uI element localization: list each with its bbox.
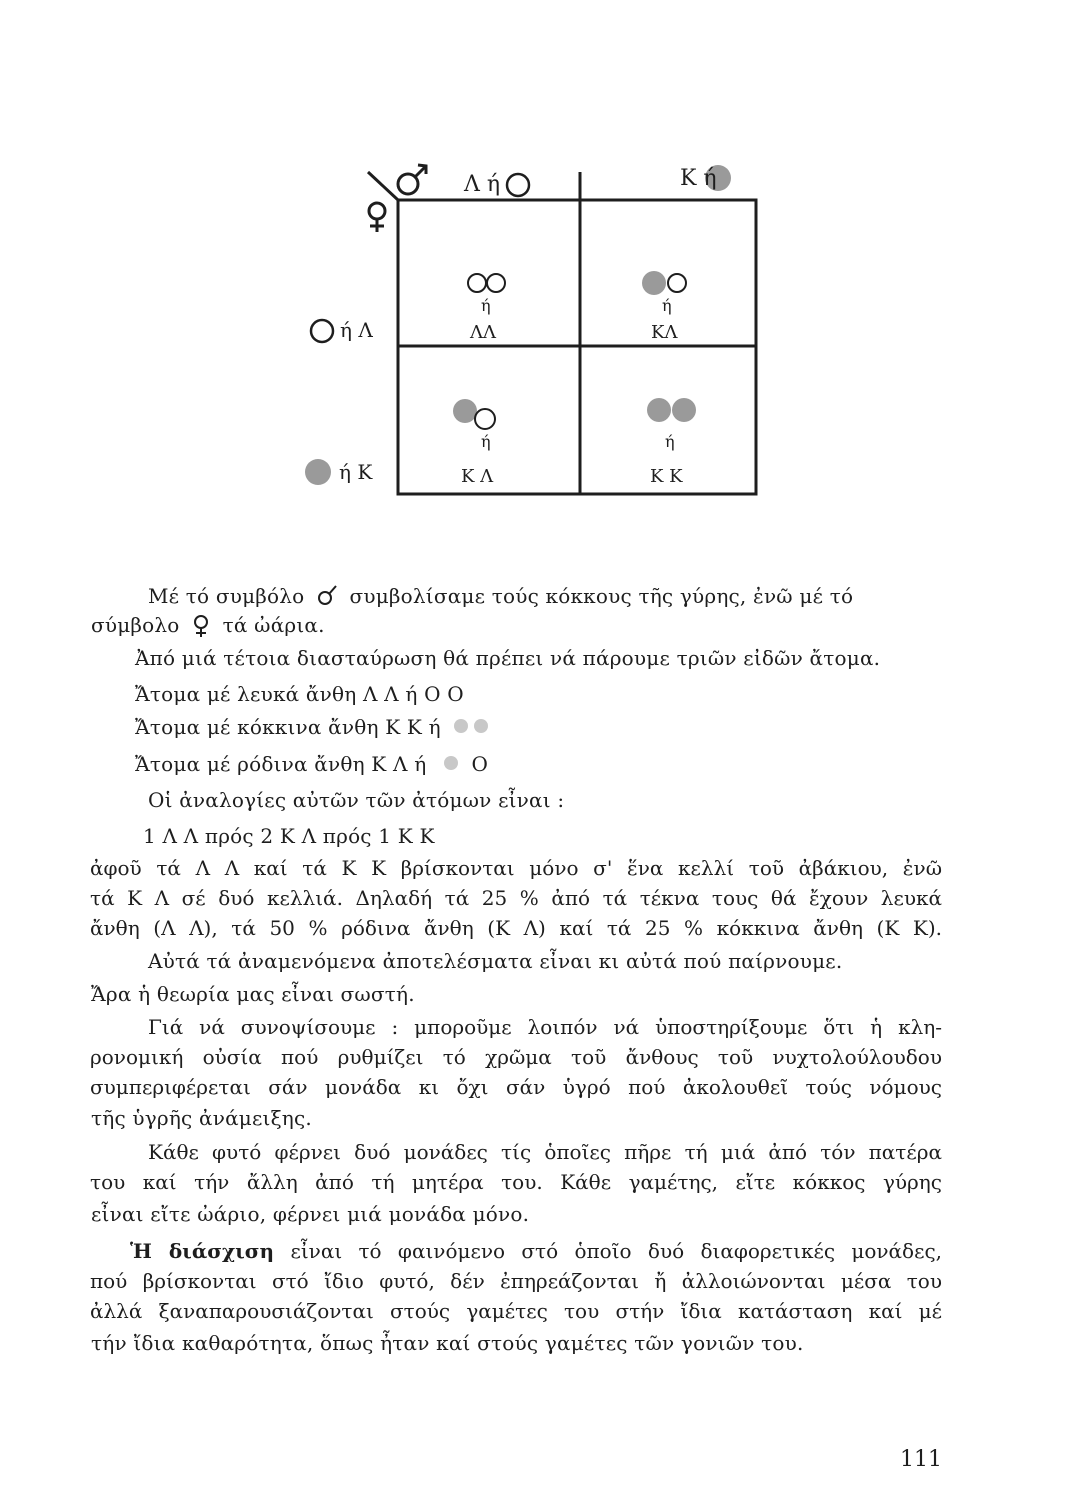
header-white-label: Λ ή xyxy=(464,172,501,197)
red-gamete-icon xyxy=(305,459,331,485)
text-line: τήν ἴδια καθαρότητα, ὅπως ἦταν καί στούς γαμέτες τῶν γονιῶν του. xyxy=(91,1331,804,1355)
page-number: 111 xyxy=(900,1447,942,1472)
punnett-square-diagram xyxy=(0,0,1074,520)
cell-genotype: Κ Κ xyxy=(650,466,683,487)
red-gamete-icon xyxy=(453,399,477,423)
cell-or-text: ή xyxy=(481,296,491,315)
text-line: Οἱ ἀναλογίες αὐτῶν τῶν ἀτόμων εἶναι : xyxy=(148,788,565,812)
text-line: Ἄτομα μέ κόκκινα ἄνθη Κ Κ ή xyxy=(135,716,495,737)
white-gamete-icon xyxy=(487,274,505,292)
text-line: Μέ τό συμβόλο συμβολίσαμε τούς κόκκους τῆς γύρης, ἐνῶ μέ τό xyxy=(148,584,854,608)
cell-genotype: Κ Λ xyxy=(461,466,494,487)
red-gamete-icon xyxy=(642,271,666,295)
white-gamete-icon xyxy=(468,274,486,292)
row-white-label: ή Λ xyxy=(340,318,373,342)
text-line: τῆς ὑγρῆς ἀνάμειξης. xyxy=(91,1106,312,1130)
text-line: Ἄτομα μέ ρόδινα ἄνθη Κ Λ ή Ο xyxy=(135,752,489,776)
corner-diagonal xyxy=(368,172,398,200)
female-symbol-icon xyxy=(369,203,385,232)
text-line: Αὐτά τά ἀναμενόμενα ἀποτελέσματα εἶναι κι αὐτά πού παίρνουμε. xyxy=(148,949,843,973)
header-red-label: Κ ή xyxy=(680,166,717,191)
red-gamete-icon xyxy=(647,398,671,422)
paragraph: Γιά νά συνοψίσουμε : μποροῦμε λοιπόν νά ὑποστηρίξουμε ὅτι ἡ κλη- xyxy=(148,1015,942,1039)
red-flower-dots-icon xyxy=(451,716,495,736)
paragraph: του καί τήν ἄλλη ἀπό τή μητέρα του. Κάθε γαμέτης, εἴτε κόκκος γύρης xyxy=(90,1170,942,1194)
cell-genotype: ΚΛ xyxy=(651,322,678,343)
female-symbol-icon xyxy=(190,614,212,638)
text-line: Ἄρα ἡ θεωρία μας εἶναι σωστή. xyxy=(91,982,415,1006)
white-gamete-icon xyxy=(475,409,495,429)
male-symbol-icon xyxy=(315,583,339,607)
cell-or-text: ή xyxy=(662,296,672,315)
text-line: Ἄτομα μέ λευκά ἄνθη Λ Λ ή Ο Ο xyxy=(135,682,464,706)
cell-or-text: ή xyxy=(665,432,675,451)
paragraph: πού βρίσκονται στό ἴδιο φυτό, δέν ἐπηρεάζονται ἤ ἀλλοιώνονται μέσα του ἀλλά ξαναπαρουσιάζονται στούς γαμέτες του στήν ἴδια κατάσταση καί μέ xyxy=(90,1269,942,1323)
text-line: σύμβολο τά ὠάρια. xyxy=(91,613,325,637)
text-line: εἶναι εἴτε ὠάριο, φέρνει μιά μονάδα μόνο. xyxy=(91,1202,530,1226)
paragraph: Κάθε φυτό φέρνει δυό μονάδες τίς ὁποῖες πῆρε τή μιά ἀπό τόν πατέρα xyxy=(148,1140,942,1164)
cell-or-text: ή xyxy=(481,432,491,451)
cell-genotype: ΛΛ xyxy=(470,322,496,343)
term-bold: Ἡ διάσχιση xyxy=(130,1239,275,1263)
white-gamete-icon xyxy=(507,174,529,196)
text-line: 1 Λ Λ πρός 2 Κ Λ πρός 1 Κ Κ xyxy=(143,824,435,848)
red-flower-dot-icon xyxy=(439,753,465,773)
paragraph: ρονομική οὐσία πού ρυθμίζει τό χρῶμα τοῦ ἄνθους τοῦ νυχτολούλουδου συμπεριφέρεται σάν μονάδα κι ὄχι σάν ὑγρό πού ἀκολουθεῖ τούς νόμους xyxy=(90,1045,942,1099)
red-gamete-icon xyxy=(672,398,696,422)
text-line: Ἀπό μιά τέτοια διασταύρωση θά πρέπει νά πάρουμε τριῶν εἰδῶν ἄτομα. xyxy=(135,646,881,670)
row-red-label: ή Κ xyxy=(339,460,373,484)
paragraph: Ἡ διάσχιση εἶναι τό φαινόμενο στό ὁποῖο δυό διαφορετικές μονάδες, xyxy=(130,1239,943,1263)
white-gamete-icon xyxy=(311,320,333,342)
paragraph: ἀφοῦ τά Λ Λ καί τά Κ Κ βρίσκονται μόνο σ' ἕνα κελλί τοῦ ἀβάκιου, ἐνῶ τά Κ Λ σέ δυό κελλιά. Δηλαδή τά 25 % ἀπό τά τέκνα τους θά ἔχουν λευκά ἄνθη (Λ Λ), τά 50 % ρόδινα ἄνθη (Κ Λ) καί τά 25 % κόκκινα ἄνθη (Κ Κ). xyxy=(90,856,942,940)
male-symbol-icon xyxy=(398,165,426,194)
white-gamete-icon xyxy=(668,274,686,292)
